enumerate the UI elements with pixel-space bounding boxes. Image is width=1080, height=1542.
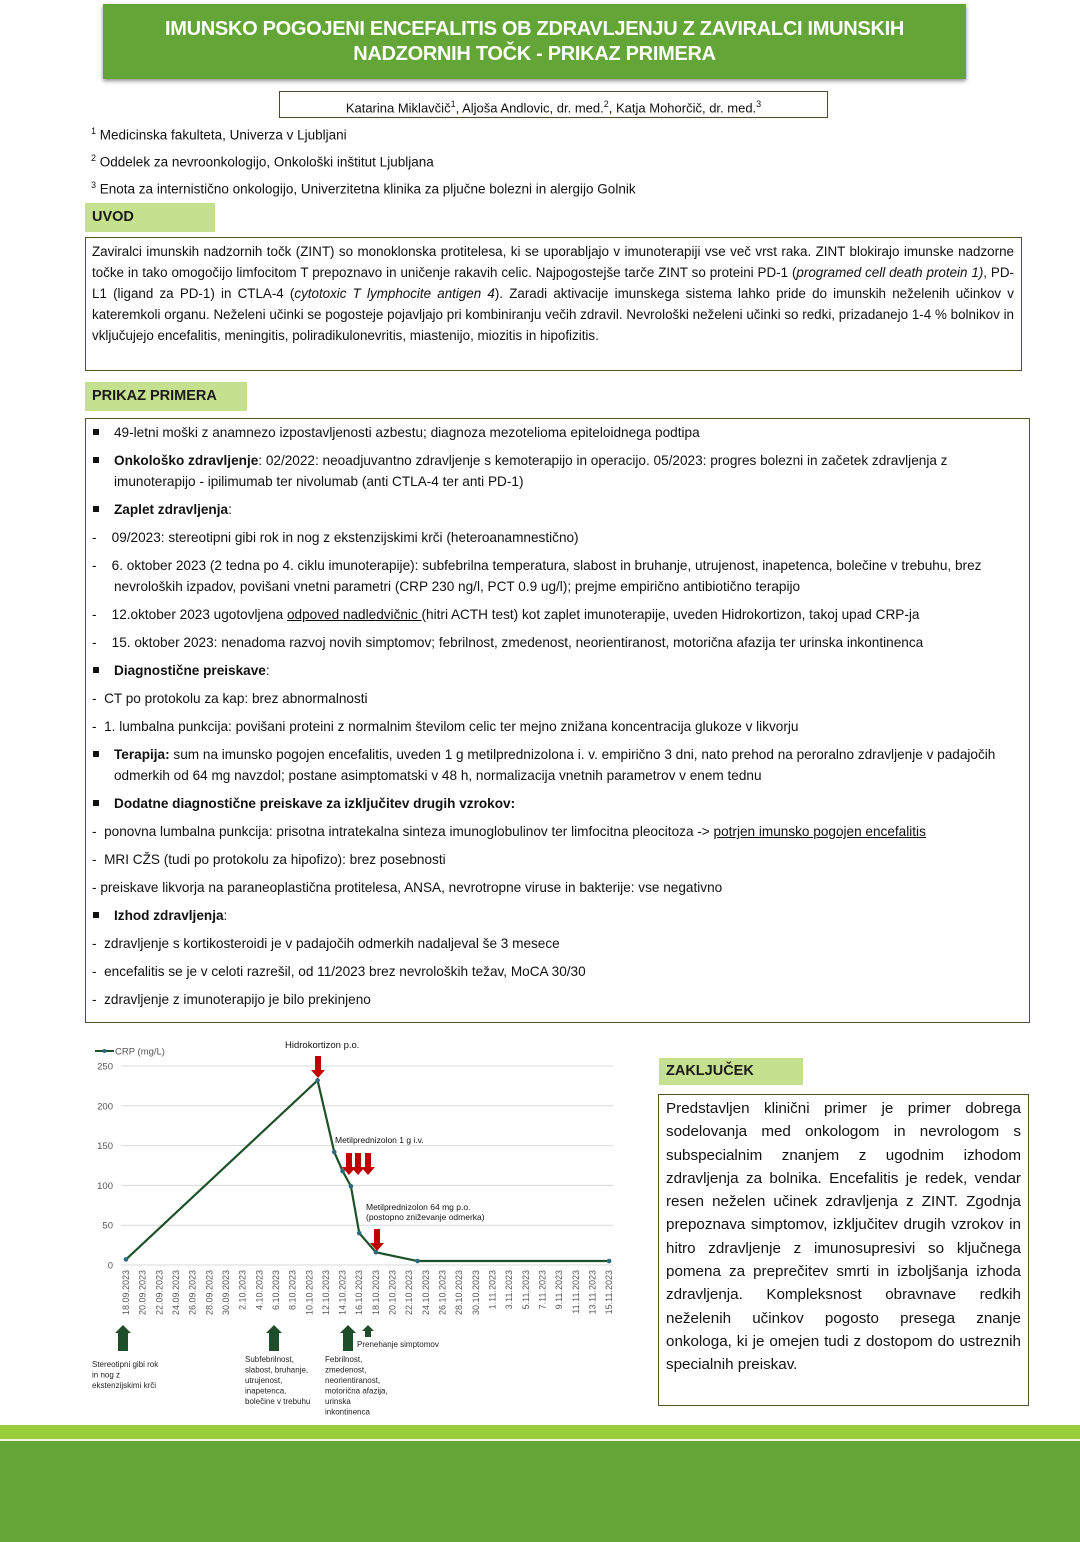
y-tick-label: 200 bbox=[97, 1101, 113, 1113]
x-tick-label: 1.11.2023 bbox=[487, 1270, 498, 1310]
case-list-item: 49-letni moški z anamnezo izpostavljenosti azbestu; diagnoza mezotelioma epiteloidnega podtipa bbox=[92, 422, 1021, 443]
annotation-event-stereotipni-gibi: Stereotipni gibi rok bbox=[92, 1360, 159, 1369]
data-point bbox=[349, 1184, 354, 1189]
x-tick-label: 26.10.2023 bbox=[437, 1270, 448, 1316]
green-arrow-up-icon bbox=[340, 1325, 356, 1351]
x-tick-label: 2.10.2023 bbox=[237, 1270, 248, 1311]
case-list-item: - ponovna lumbalna punkcija: prisotna intratekalna sinteza imunoglobulinov ter limfocitna pleocitoza -> potrjen imunsko pogojen encefalitis bbox=[92, 824, 926, 839]
x-tick-label: 9.11.2023 bbox=[554, 1270, 565, 1310]
case-list-item: Izhod zdravljenja: bbox=[92, 905, 1021, 926]
x-tick-label: 26.09.2023 bbox=[187, 1270, 198, 1316]
x-tick-label: 13.11.2023 bbox=[587, 1270, 598, 1315]
annotation-event-febrilnost: Febrilnost, bbox=[325, 1355, 363, 1364]
annotation-event-subfebrilnost: slabost, bruhanje, bbox=[245, 1365, 309, 1375]
footer-band-light bbox=[0, 1425, 1080, 1439]
authors-box: Katarina Miklavčič$^1$, Aljoša Andlovic, dr. med.$^2$, Katja Mohorčič, dr. med.$^3$ bbox=[279, 91, 828, 118]
case-list bbox=[86, 419, 1029, 1010]
crp-line-chart bbox=[85, 1035, 630, 1420]
affiliation-1: $^1$ Medicinska fakulteta, Univerza v Ljubljani bbox=[91, 126, 347, 143]
y-tick-label: 50 bbox=[102, 1220, 113, 1232]
x-tick-label: 28.10.2023 bbox=[454, 1270, 465, 1316]
case-list-item: - 6. oktober 2023 (2 tedna po 4. ciklu imunoterapije): subfebrilna temperatura, slabost in bruhanje, utrujenost, inapetenca, bolečine v trebuhu, brez nevroloških izpadov, povišani vnetni parametri (CRP 230 ng/l, PCT 0.9 ug/l); prejme empirično antibiotično terapijo bbox=[92, 558, 982, 594]
x-tick-label: 10.10.2023 bbox=[304, 1270, 315, 1316]
case-list-item: Diagnostične preiskave: bbox=[92, 660, 1021, 681]
poster-title-line-1: IMUNSKO POGOJENI ENCEFALITIS OB ZDRAVLJENJU Z ZAVIRALCI IMUNSKIH bbox=[165, 18, 904, 40]
legend-marker-icon bbox=[103, 1049, 107, 1053]
x-tick-label: 30.09.2023 bbox=[220, 1270, 231, 1316]
case-list-item: - zdravljenje s kortikosteroidi je v padajočih odmerkih nadaljeval še 3 mesece bbox=[92, 936, 560, 951]
case-list-item: Terapija: sum na imunsko pogojen encefalitis, uveden 1 g metilprednizolona i. v. empirično 3 dni, nato prehod na peroralno zdravljenje v padajočih odmerkih od 64 mg navzdol; postane asimptomatski v 48 h, normalizacija vnetnih parametrov v enem tednu bbox=[92, 744, 1021, 786]
x-tick-label: 30.10.2023 bbox=[470, 1270, 481, 1316]
annotation-metilprednizolon-po-note: (postopno zniževanje odmerka) bbox=[366, 1212, 485, 1222]
data-point bbox=[357, 1231, 362, 1236]
x-tick-label: 11.11.2023 bbox=[570, 1270, 581, 1314]
x-tick-label: 5.11.2023 bbox=[520, 1270, 531, 1310]
x-tick-label: 24.10.2023 bbox=[420, 1270, 431, 1316]
y-tick-label: 150 bbox=[97, 1141, 113, 1153]
zakljucek-paragraph: Predstavljen klinični primer je primer dobrega sodelovanja med onkologom in nevrologom s subspecialnim znanjem z ugodnim izhodom zdravljenja za bolnika. Encefalitis je redek, vendar resen neželen učinek zdravljenja z ZINT. Zgodnja prepoznava simptomov, izključitev drugih vzrokov in hitro zdravljenje z imunosupresivi so ključnega pomena za preprečitev smrti in izboljšanja izhoda zdravljenja. Kompleksnost obravnave redkih neželenih učinkov pogosto presega znanje onkologa, ki je omejen tudi z dostopom do ustreznih specialnih preiskav. bbox=[666, 1100, 1021, 1374]
annotation-metilprednizolon-iv: Metilprednizolon 1 g i.v. bbox=[335, 1135, 424, 1145]
data-point bbox=[124, 1257, 129, 1262]
x-tick-label: 8.10.2023 bbox=[287, 1270, 298, 1311]
section-heading-zakljucek: ZAKLJUČEK bbox=[659, 1058, 803, 1085]
case-list-item: - zdravljenje z imunoterapijo je bilo prekinjeno bbox=[92, 992, 371, 1007]
author-2: Aljoša Andlovic, dr. med. bbox=[462, 100, 604, 116]
x-tick-label: 15.11.2023 bbox=[604, 1270, 615, 1315]
y-tick-label: 250 bbox=[97, 1061, 113, 1073]
data-point bbox=[415, 1259, 420, 1264]
green-arrow-up-icon bbox=[115, 1325, 131, 1351]
annotation-event-subfebrilnost: utrujenost, bbox=[245, 1376, 283, 1385]
author-3: Katja Mohorčič, dr. med. bbox=[616, 100, 757, 116]
x-tick-label: 12.10.2023 bbox=[320, 1270, 331, 1316]
x-tick-label: 22.09.2023 bbox=[154, 1270, 165, 1316]
case-list-item: - encefalitis se je v celoti razrešil, od 11/2023 brez nevroloških težav, MoCA 30/30 bbox=[92, 964, 586, 979]
case-list-item: - preiskave likvorja na paraneoplastična protitelesa, ANSA, nevrotropne viruse in bakterije: vse negativno bbox=[92, 880, 723, 895]
affiliation-2: $^2$ Oddelek za nevroonkologijo, Onkološki inštitut Ljubljana bbox=[91, 153, 434, 170]
poster-title-line-2: NADZORNIH TOČK - PRIKAZ PRIMERA bbox=[353, 43, 716, 65]
data-point bbox=[315, 1078, 320, 1083]
annotation-metilprednizolon-po: Metilprednizolon 64 mg p.o. bbox=[366, 1202, 471, 1212]
annotation-event-febrilnost: urinska bbox=[325, 1397, 351, 1406]
x-tick-label: 20.10.2023 bbox=[387, 1270, 398, 1316]
annotation-event-subfebrilnost: inapetenca, bbox=[245, 1386, 287, 1396]
section-heading-uvod: UVOD bbox=[85, 203, 215, 232]
prikaz-primera-box bbox=[85, 418, 1030, 1023]
x-tick-label: 16.10.2023 bbox=[354, 1270, 365, 1316]
case-list-item: - 09/2023: stereotipni gibi rok in nog z ekstenzijskimi krči (heteroanamnestično) bbox=[92, 530, 579, 545]
case-list-item: Onkološko zdravljenje: 02/2022: neoadjuvantno zdravljenje s kemoterapijo in operacijo. 05/2023: progres bolezni in začetek zdravljenja z imunoterapijo - ipilimumab ter nivolumab (anti CTLA-4 ter anti PD-1) bbox=[92, 450, 1021, 492]
case-list-item: Zaplet zdravljenja: bbox=[92, 499, 1021, 520]
x-tick-label: 18.10.2023 bbox=[370, 1270, 381, 1316]
case-list-item: Dodatne diagnostične preiskave za izključitev drugih vzrokov: bbox=[92, 793, 1021, 814]
annotation-event-stereotipni-gibi: ekstenzijskimi krči bbox=[92, 1381, 157, 1390]
case-list-item: - 12.oktober 2023 ugotovljena odpoved nadledvičnic (hitri ACTH test) kot zaplet imunoterapije, uveden Hidrokortizon, takoj upad CRP-ja bbox=[92, 607, 920, 622]
data-point bbox=[607, 1259, 612, 1264]
uvod-box bbox=[85, 237, 1022, 371]
red-arrow-down-icon bbox=[351, 1153, 365, 1175]
legend-label: CRP (mg/L) bbox=[115, 1046, 165, 1058]
annotation-prenehanje-simptomov: Prenehanje simptomov bbox=[357, 1340, 439, 1349]
case-list-item: - 1. lumbalna punkcija: povišani proteini z normalnim številom celic ter mejno znižana koncentracija glukoze v likvorju bbox=[92, 719, 799, 734]
x-tick-label: 4.10.2023 bbox=[254, 1270, 265, 1311]
poster-title-banner bbox=[103, 4, 966, 79]
section-heading-prikaz-primera: PRIKAZ PRIMERA bbox=[85, 382, 247, 411]
uvod-paragraph: Zaviralci imunskih nadzornih točk (ZINT) so monoklonska protitelesa, ki se uporabljajo v imunoterapiji vse več vrst raka. ZINT blokirajo imunske nadzorne točke in tako omogočijo limfocitom T prepoznavo in uničenje rakavih celic. Najpogostejše tarče ZINT so proteini PD-1 (programed cell death protein 1), PD-L1 (ligand za PD-1) in CTLA-4 (cytotoxic T lymphocite antigen 4). Zaradi aktivacije imunskega sistema lahko pride do imunskih neželenih učinkov v kateremkoli organu. Neželeni učinki se pogosteje pojavljajo pri kombiniranju večih zdravil. Nevrološki neželeni učinki so redki, prizadanejo 1-4 % bolnikov in vključujejo encefalitis, meningitis, poliradikulonevritis, miastenijo, miozitis in hipofizitis. bbox=[92, 244, 1015, 343]
annotation-event-febrilnost: motorična afazija, bbox=[325, 1386, 388, 1396]
zakljucek-box bbox=[658, 1094, 1029, 1406]
red-arrow-down-icon bbox=[311, 1056, 325, 1078]
x-tick-label: 7.11.2023 bbox=[537, 1270, 548, 1310]
case-list-item: - 15. oktober 2023: nenadoma razvoj novih simptomov; febrilnost, zmedenost, neorientiranost, motorična afazija ter urinska inkontinenca bbox=[92, 635, 924, 650]
x-tick-label: 20.09.2023 bbox=[137, 1270, 148, 1316]
x-tick-label: 3.11.2023 bbox=[504, 1270, 515, 1310]
affiliation-3: $^3$ Enota za internistično onkologijo, Univerzitetna klinika za pljučne bolezni in alergijo Golnik bbox=[91, 180, 636, 197]
x-tick-label: 24.09.2023 bbox=[170, 1270, 181, 1316]
annotation-event-febrilnost: zmedenost, bbox=[325, 1365, 367, 1375]
green-arrow-up-icon bbox=[266, 1325, 282, 1351]
author-1: Katarina Miklavčič bbox=[345, 100, 451, 116]
green-arrow-up-icon bbox=[362, 1325, 374, 1337]
y-tick-label: 0 bbox=[107, 1260, 113, 1272]
x-tick-label: 22.10.2023 bbox=[404, 1270, 415, 1316]
data-point bbox=[374, 1250, 379, 1255]
y-tick-label: 100 bbox=[97, 1180, 113, 1192]
annotation-event-febrilnost: neorientiranost, bbox=[325, 1376, 381, 1385]
red-arrow-down-icon bbox=[361, 1153, 375, 1175]
x-tick-label: 18.09.2023 bbox=[121, 1270, 131, 1316]
x-tick-label: 6.10.2023 bbox=[270, 1270, 281, 1311]
annotation-event-stereotipni-gibi: in nog z bbox=[92, 1370, 121, 1380]
annotation-event-febrilnost: inkontinenca bbox=[325, 1407, 370, 1417]
annotation-event-subfebrilnost: Subfebrilnost, bbox=[245, 1355, 294, 1364]
x-tick-label: 14.10.2023 bbox=[337, 1270, 348, 1316]
crp-chart bbox=[85, 1035, 630, 1420]
annotation-hidrokortizon: Hidrokortizon p.o. bbox=[285, 1040, 360, 1051]
annotation-event-subfebrilnost: bolečine v trebuhu bbox=[245, 1397, 311, 1406]
case-list-item: - CT po protokolu za kap: brez abnormalnosti bbox=[92, 691, 368, 706]
footer-band-dark bbox=[0, 1441, 1080, 1542]
x-tick-label: 28.09.2023 bbox=[204, 1270, 215, 1316]
data-point bbox=[332, 1150, 337, 1155]
case-list-item: - MRI CŽS (tudi po protokolu za hipofizo): brez posebnosti bbox=[92, 852, 446, 867]
